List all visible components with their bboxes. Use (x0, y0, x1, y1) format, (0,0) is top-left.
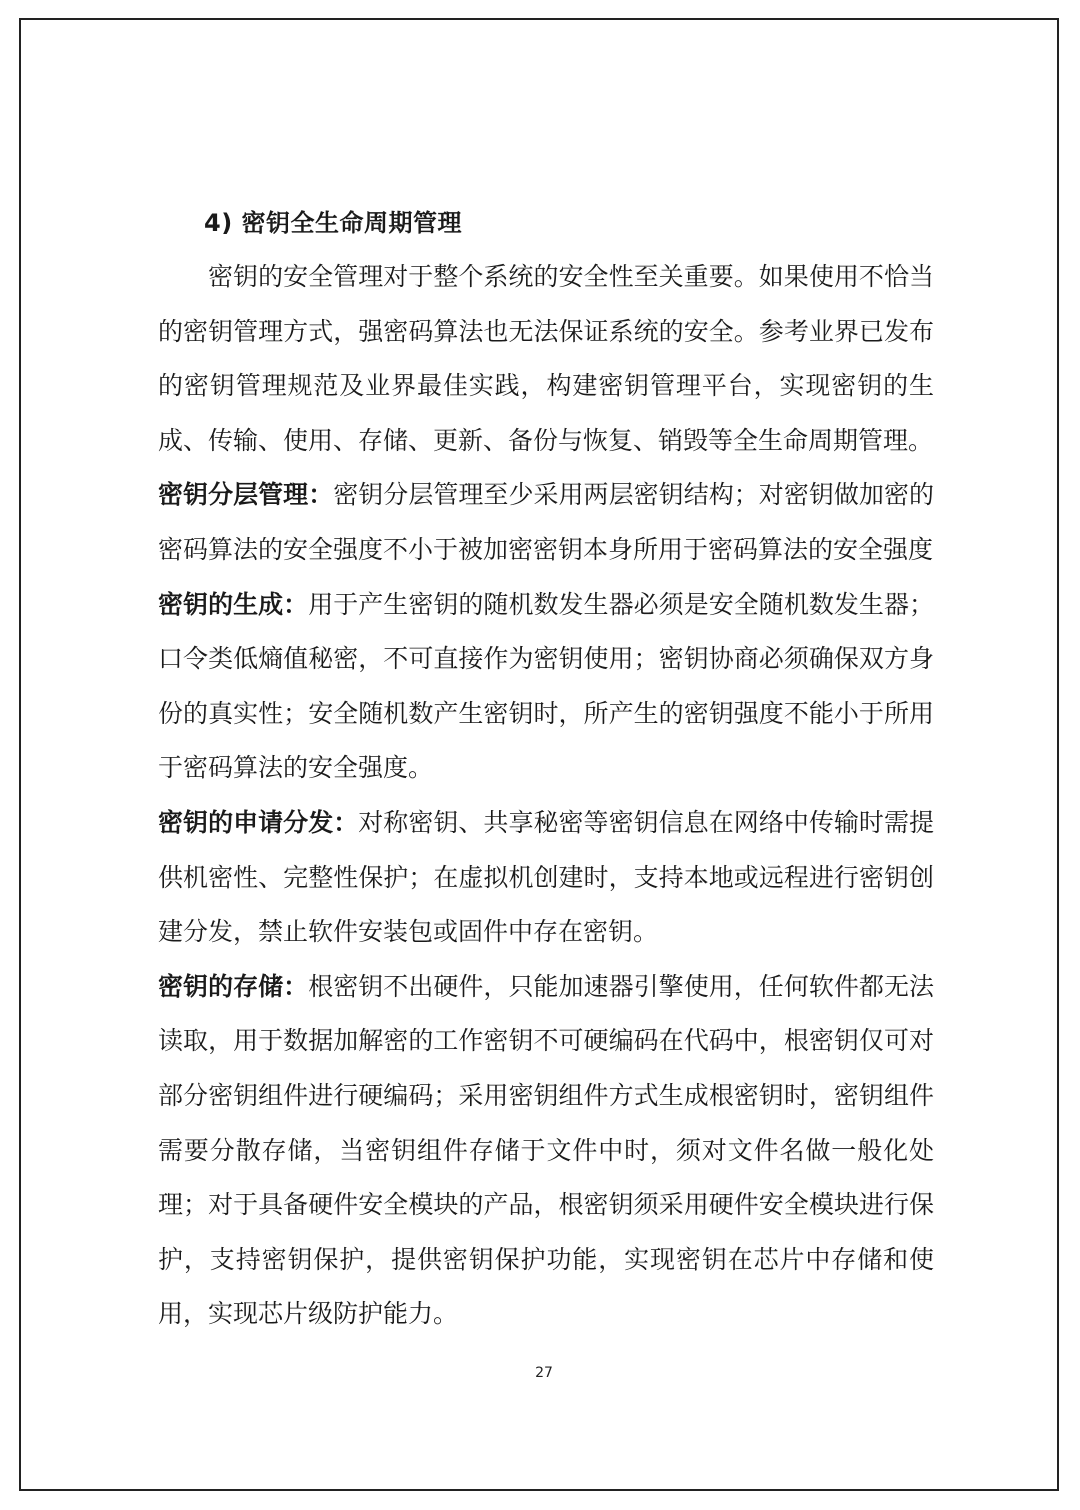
paragraph-text: 密钥分层管理至少采用两层密钥结构；对密钥做加密的密码算法的安全强度不小于被加密密钥本身所用于密码算法的安全强度 (158, 480, 934, 564)
paragraph-text: 根密钥不出硬件，只能加速器引擎使用，任何软件都无法读取，用于数据加解密的工作密钥不可硬编码在代码中，根密钥仅可对部分密钥组件进行硬编码；采用密钥组件方式生成根密钥时，密钥组件需要分散存储，当密钥组件存储于文件中时，须对文件名做一般化处理；对于具备硬件安全模块的产品，根密钥须采用硬件安全模块进行保护，支持密钥保护，提供密钥保护功能，实现密钥在芯片中存储和使用，实现芯片级防护能力。 (158, 971, 934, 1329)
paragraph-label: 密钥的生成： (158, 589, 309, 619)
paragraph-text: 对称密钥、共享秘密等密钥信息在网络中传输时需提供机密性、完整性保护；在虚拟机创建时，支持本地或远程进行密钥创建分发，禁止软件安装包或固件中存在密钥。 (158, 807, 934, 947)
paragraph-key-hierarchy (158, 468, 934, 577)
paragraph-key-storage (158, 960, 934, 1342)
section-heading: 4) 密钥全生命周期管理 (204, 209, 463, 237)
intro-paragraph: 密钥的安全管理对于整个系统的安全性至关重要。如果使用不恰当的密钥管理方式，强密码算法也无法保证系统的安全。参考业界已发布的密钥管理规范及业界最佳实践，构建密钥管理平台，实现密钥的生成、传输、使用、存储、更新、备份与恢复、销毁等全生命周期管理。 (158, 262, 934, 455)
paragraph-label: 密钥的申请分发： (158, 807, 359, 837)
paragraph-key-distribution (158, 796, 934, 960)
paragraph-key-generation (158, 578, 934, 796)
paragraph-label: 密钥的存储： (158, 971, 309, 1001)
document-body (158, 196, 934, 1342)
page-number: 27 (535, 1365, 553, 1381)
paragraph-text: 用于产生密钥的随机数发生器必须是安全随机数发生器；口令类低熵值秘密，不可直接作为密钥使用；密钥协商必须确保双方身份的真实性；安全随机数产生密钥时，所产生的密钥强度不能小于所用于密码算法的安全强度。 (158, 589, 934, 783)
paragraph-label: 密钥分层管理： (158, 480, 334, 510)
